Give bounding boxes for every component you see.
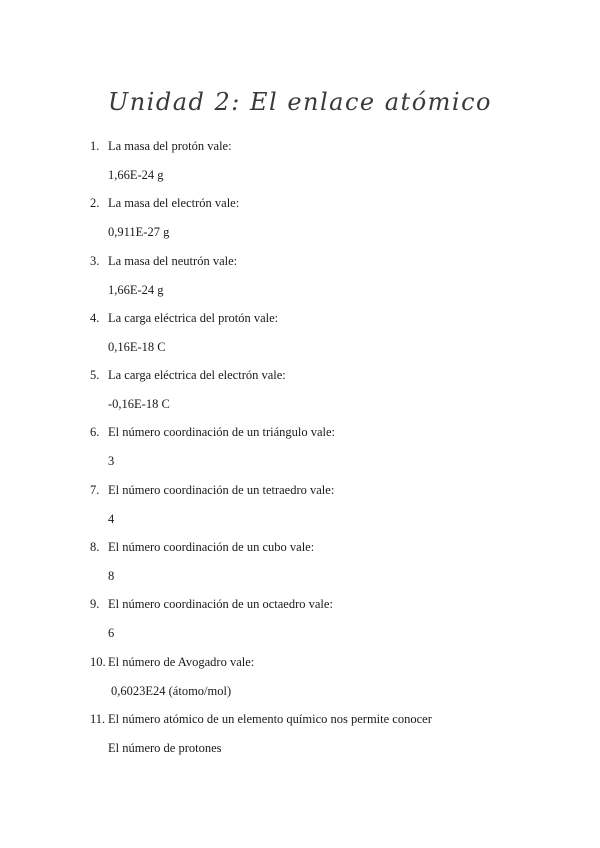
list-item (90, 367, 570, 424)
list-item (90, 482, 570, 539)
answer-text: 0,911E-27 g (108, 225, 170, 240)
question (90, 424, 335, 440)
answer-text: 1,66E-24 g (108, 282, 164, 297)
answer-text: 4 (108, 511, 115, 526)
question-number: 7. (90, 482, 100, 497)
answer-text: El número de protones (108, 740, 222, 755)
question-text: La carga eléctrica del electrón vale: (108, 368, 286, 383)
question-list (90, 138, 570, 768)
question (90, 310, 278, 326)
question-number: 9. (90, 597, 100, 612)
question-text: El número coordinación de un tetraedro vale: (108, 482, 335, 497)
question-number: 5. (90, 368, 100, 383)
list-item (90, 711, 570, 768)
question (90, 654, 254, 670)
question-text: La masa del neutrón vale: (108, 253, 238, 268)
answer-text: 6 (108, 626, 115, 641)
question (90, 195, 239, 211)
question-number: 3. (90, 253, 100, 268)
question (90, 253, 237, 269)
question (90, 138, 232, 154)
answer-text: 0,16E-18 C (108, 339, 166, 354)
answer-text: -0,16E-18 C (108, 397, 170, 412)
list-item (90, 654, 570, 711)
answer-text: 1,66E-24 g (108, 168, 164, 182)
list-item (90, 253, 570, 310)
question-text: El número atómico de un elemento químico nos permite conocer (108, 711, 432, 726)
question (90, 482, 334, 498)
list-item (90, 138, 570, 195)
list-item (90, 424, 570, 481)
question-text: El número coordinación de un octaedro vale: (108, 597, 333, 612)
answer-text: 3 (108, 454, 115, 469)
question-number: 8. (90, 540, 100, 555)
question-number: 11. (90, 711, 106, 726)
question (90, 711, 432, 727)
question-number: 2. (90, 196, 100, 211)
question-text: El número coordinación de un triángulo vale: (108, 425, 336, 440)
question-text: El número de Avogadro vale: (108, 654, 255, 669)
list-item (90, 596, 570, 653)
list-item (90, 310, 570, 367)
question-text: La masa del protón vale: (108, 139, 232, 153)
question-text: La carga eléctrica del protón vale: (108, 310, 279, 325)
page-title: Unidad 2: El enlace atómico (108, 88, 492, 117)
question-text: La masa del electrón vale: (108, 196, 240, 211)
list-item (90, 195, 570, 252)
question-number: 1. (90, 139, 100, 153)
question (90, 539, 314, 555)
question-number: 4. (90, 310, 100, 325)
question (90, 596, 333, 612)
answer-text: 8 (108, 569, 115, 584)
question-number: 6. (90, 425, 100, 440)
question-number: 10. (90, 654, 106, 669)
question-text: El número coordinación de un cubo vale: (108, 540, 315, 555)
question (90, 367, 286, 383)
list-item (90, 539, 570, 596)
answer-text: 0,6023E24 (átomo/mol) (111, 683, 232, 698)
